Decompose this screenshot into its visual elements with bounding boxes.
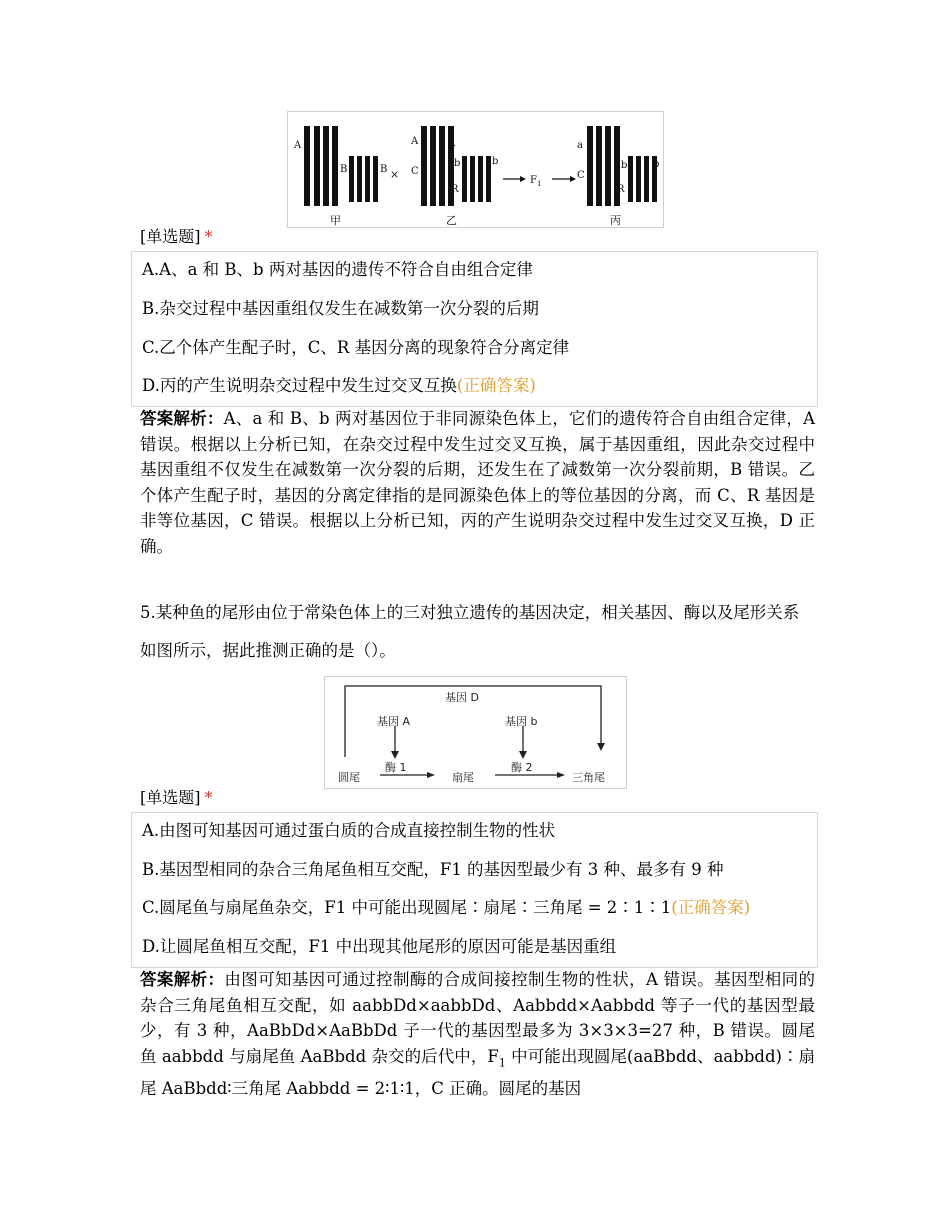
pathway-diagram	[325, 677, 626, 788]
q5-answer-analysis	[140, 967, 815, 1101]
cross-sign: ×	[390, 168, 400, 181]
q4-option-a[interactable]: A.A、a 和 B、b 两对基因的遗传不符合自由组合定律	[142, 260, 533, 279]
chromosome-figure	[287, 111, 664, 228]
label-enzyme-2: 酶 2	[511, 761, 533, 774]
q5-option-a[interactable]: A.由图可知基因可通过蛋白质的合成直接控制生物的性状	[142, 821, 556, 840]
label-yi-A1: A	[411, 136, 419, 147]
caption-jia: 甲	[330, 214, 341, 227]
label-jia-a: a	[332, 142, 338, 153]
analysis-label: 答案解析：	[140, 970, 225, 989]
label-yi-b1: b	[454, 158, 461, 169]
label-yi-C: C	[411, 166, 419, 177]
question-type-label	[140, 788, 213, 808]
required-mark: *	[204, 788, 213, 807]
analysis-label: 答案解析：	[140, 409, 224, 428]
analysis-text: A、a 和 B、b 两对基因位于非同源染色体上，它们的遗传符合自由组合定律，A 错误。根据以上分析已知，在杂交过程中发生过交叉互换，属于基因重组，因此杂交过程中基因重组不仅发生在减数第一次分裂的后期，还发生在了减数第一次分裂前期，B 错误。乙个体产生配子时，基因的分离定律指的是同源染色体上的等位基因的分离，而 C、R 基因是非等位基因，C 错误。根据以上分析已知，丙的产生说明杂交过程中发生过交叉互换，D 正确。	[140, 409, 816, 556]
label-yi-b2: b	[492, 156, 499, 167]
caption-yi: 乙	[446, 214, 457, 227]
label-jia-A: A	[294, 140, 302, 151]
label-bing-C: C	[577, 170, 585, 181]
analysis-subscript: 1	[498, 1056, 506, 1070]
analysis-text-part1: 由图可知基因可通过控制酶的合成间接控制生物的性状，A 错误。基因型相同的杂合三角尾鱼相互交配，如 aabbDd×aabbDd、Aabbdd×Aabbdd 等子一代的基因型最少，有 3 种，AaBbDd×AaBbDd 子一代的基因型最多为 3×3×3=27 种，B 错误。圆尾鱼 aabbdd 与扇尾鱼 AaBbdd 杂交的后代中，F	[140, 970, 815, 1066]
label-jia-B2: B	[380, 164, 388, 175]
q5-question-stem: 5.某种鱼的尾形由位于常染色体上的三对独立遗传的基因决定，相关基因、酶以及尾形关系如图所示，据此推测正确的是（）。	[140, 603, 800, 660]
question-type-label	[140, 227, 213, 247]
q5-option-c[interactable]: C.圆尾鱼与扇尾鱼杂交，F1 中可能出现圆尾∶扇尾∶三角尾 = 2∶1∶1(正确答案)	[142, 898, 751, 917]
q5-option-d[interactable]: D.让圆尾鱼相互交配，F1 中出现其他尾形的原因可能是基因重组	[142, 937, 617, 956]
chromosome-diagram	[288, 112, 663, 227]
q4-option-b[interactable]: B.杂交过程中基因重组仅发生在减数第一次分裂的后期	[142, 299, 539, 318]
label-yi-R: R	[451, 184, 459, 195]
q5-option-b[interactable]: B.基因型相同的杂合三角尾鱼相互交配，F1 的基因型最少有 3 种、最多有 9 种	[142, 860, 724, 879]
question-type-text: [单选题]	[140, 227, 201, 246]
caption-bing: 丙	[610, 214, 621, 227]
arrow-label-F1: $F_1$	[530, 175, 542, 188]
label-bing-b2: b	[653, 159, 660, 170]
label-enzyme-1: 酶 1	[385, 761, 407, 774]
q5-options-box	[131, 812, 818, 968]
correct-answer-tag: (正确答案)	[456, 376, 536, 395]
label-bing-b1: b	[621, 160, 628, 171]
question-type-text: [单选题]	[140, 788, 201, 807]
required-mark: *	[204, 227, 213, 246]
label-jia-B: B	[340, 164, 348, 175]
label-gene-a: 基因 A	[377, 715, 411, 728]
q4-option-c[interactable]: C.乙个体产生配子时，C、R 基因分离的现象符合分离定律	[142, 338, 570, 357]
q4-options-box	[131, 251, 818, 407]
label-yi-A2: A	[448, 138, 456, 149]
correct-answer-tag: (正确答案)	[671, 898, 751, 917]
q4-option-d[interactable]: D.丙的产生说明杂交过程中发生过交叉互换(正确答案)	[142, 376, 536, 395]
label-fan-tail: 扇尾	[452, 771, 474, 784]
label-triangle-tail: 三角尾	[572, 771, 605, 784]
q4-answer-analysis	[140, 406, 815, 560]
tail-shape-pathway-figure	[324, 676, 627, 789]
label-bing-a1: a	[577, 140, 583, 151]
label-gene-b: 基因 b	[505, 715, 538, 728]
label-bing-R: R	[617, 184, 625, 195]
analysis-text-part2: 中可能出现圆尾(aaBbdd、aabbdd)∶扇尾 AaBbdd∶三角尾 Aabbdd = 2∶1∶1，C 正确。圆尾的基因	[140, 1046, 816, 1098]
label-gene-d: 基因 D	[445, 691, 479, 704]
label-bing-a2: a	[614, 140, 620, 151]
label-round-tail: 圆尾	[338, 771, 360, 784]
